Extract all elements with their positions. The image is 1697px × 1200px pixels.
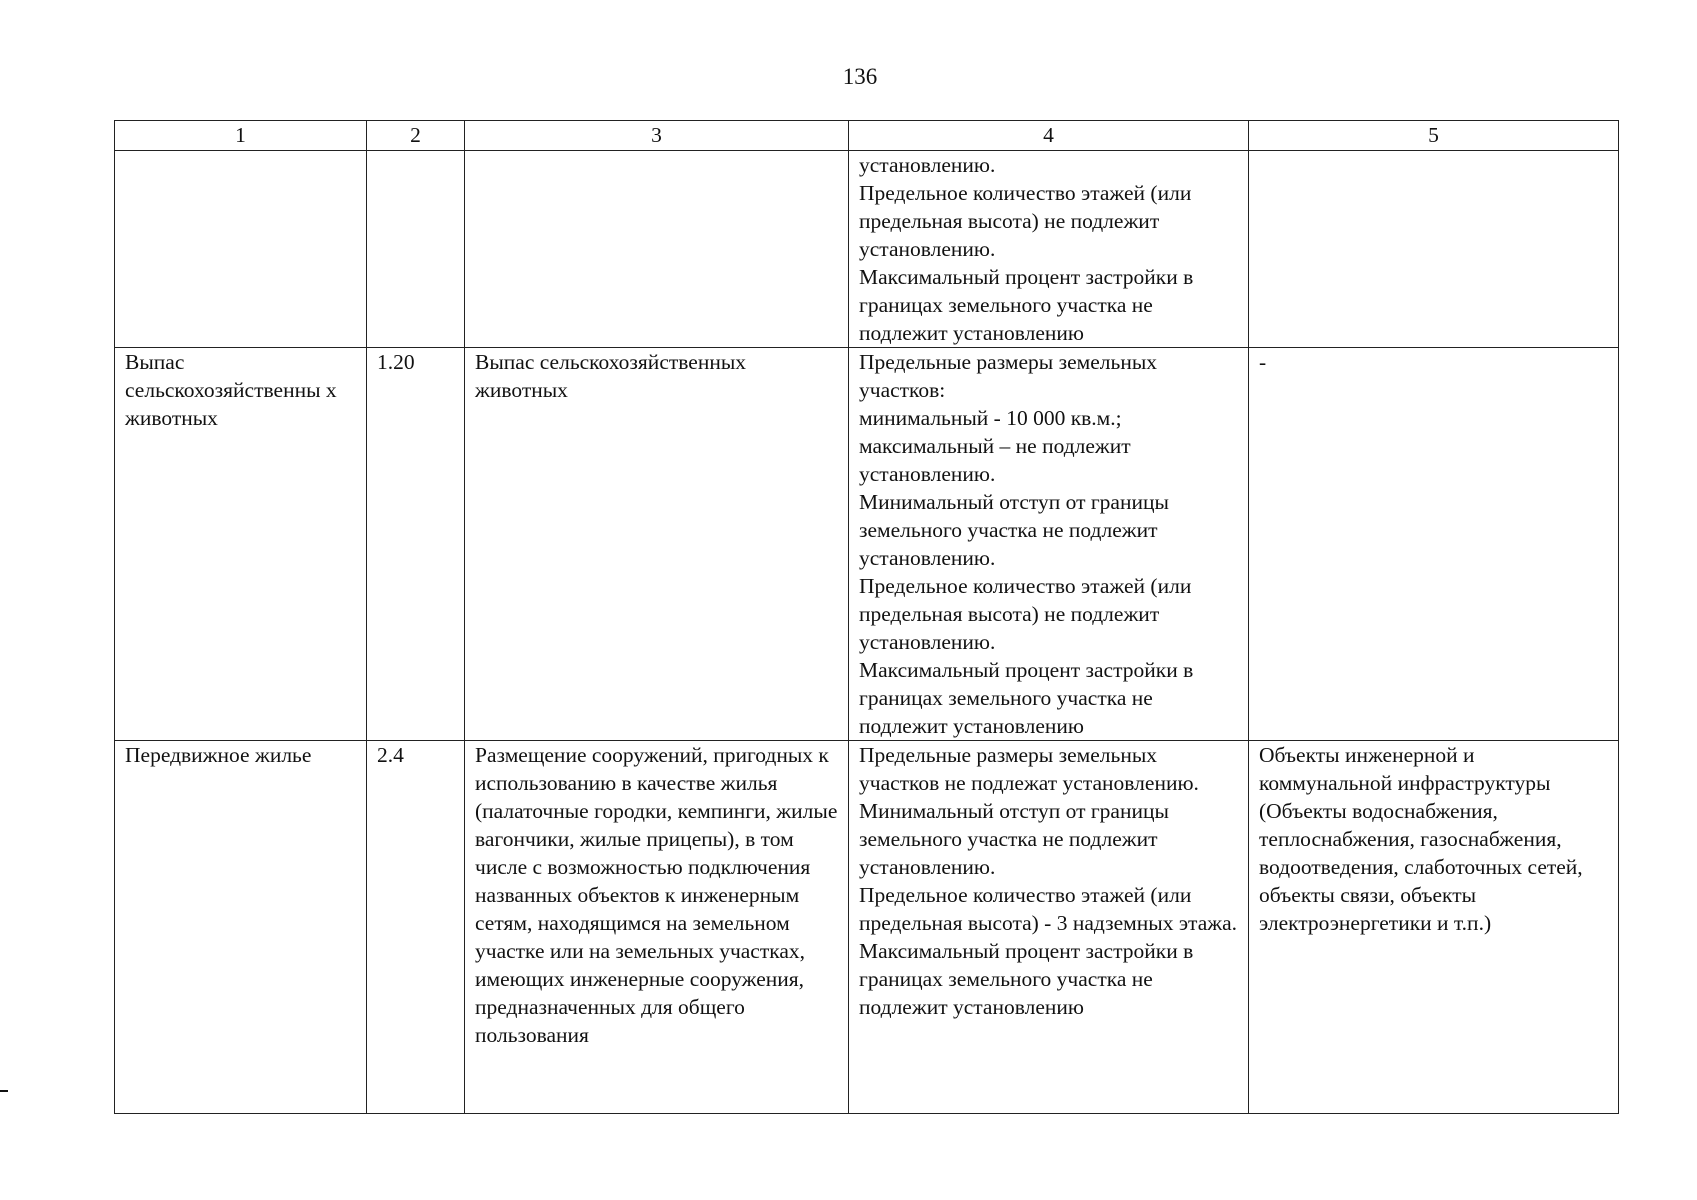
header-cell-1: 1 [115, 121, 367, 151]
cell-use-code: 1.20 [367, 348, 465, 741]
cell-parameters: Предельные размеры земельных участков: минимальный - 10 000 кв.м.; максимальный – не подлежит установлению. Минимальный отступ от границы земельного участка не подлежит установлению. Предельное количество этажей (или предельная высота) не подлежит установлению. Максимальный процент застройки в границах земельного участка не подлежит установлению [849, 348, 1249, 741]
header-cell-5: 5 [1249, 121, 1619, 151]
cell-auxiliary-uses: - [1249, 348, 1619, 741]
cell-use-description [465, 151, 849, 348]
cell-auxiliary-uses: Объекты инженерной и коммунальной инфраструктуры (Объекты водоснабжения, теплоснабжения, газоснабжения, водоотведения, слаботочных сетей, объекты связи, объекты электроэнергетики и т.п.) [1249, 741, 1619, 1114]
cell-use-description: Размещение сооружений, пригодных к использованию в качестве жилья (палаточные городки, кемпинги, жилые вагончики, жилые прицепы), в том числе с возможностью подключения названных объектов к инженерным сетям, находящимся на земельном участке или на земельных участках, имеющих инженерные сооружения, предназначенных для общего пользования [465, 741, 849, 1114]
table-row [115, 151, 1619, 348]
cell-use-name: Передвижное жилье [115, 741, 367, 1114]
cell-use-description: Выпас сельскохозяйственных животных [465, 348, 849, 741]
header-cell-2: 2 [367, 121, 465, 151]
header-cell-3: 3 [465, 121, 849, 151]
page-number: 136 [842, 64, 878, 89]
table-row [115, 741, 1619, 1114]
cell-use-name [115, 151, 367, 348]
zoning-table [114, 120, 1619, 1114]
cell-use-name: Выпас сельскохозяйственны х животных [115, 348, 367, 741]
cell-auxiliary-uses [1249, 151, 1619, 348]
cell-use-code: 2.4 [367, 741, 465, 1114]
table-header-row [115, 121, 1619, 151]
cell-parameters: Предельные размеры земельных участков не подлежат установлению. Минимальный отступ от границы земельного участка не подлежит установлению. Предельное количество этажей (или предельная высота) - 3 надземных этажа. Максимальный процент застройки в границах земельного участка не подлежит установлению [849, 741, 1249, 1114]
cell-use-code [367, 151, 465, 348]
table-row [115, 348, 1619, 741]
margin-mark [0, 1090, 8, 1092]
cell-parameters: установлению. Предельное количество этажей (или предельная высота) не подлежит установлению. Максимальный процент застройки в границах земельного участка не подлежит установлению [849, 151, 1249, 348]
header-cell-4: 4 [849, 121, 1249, 151]
